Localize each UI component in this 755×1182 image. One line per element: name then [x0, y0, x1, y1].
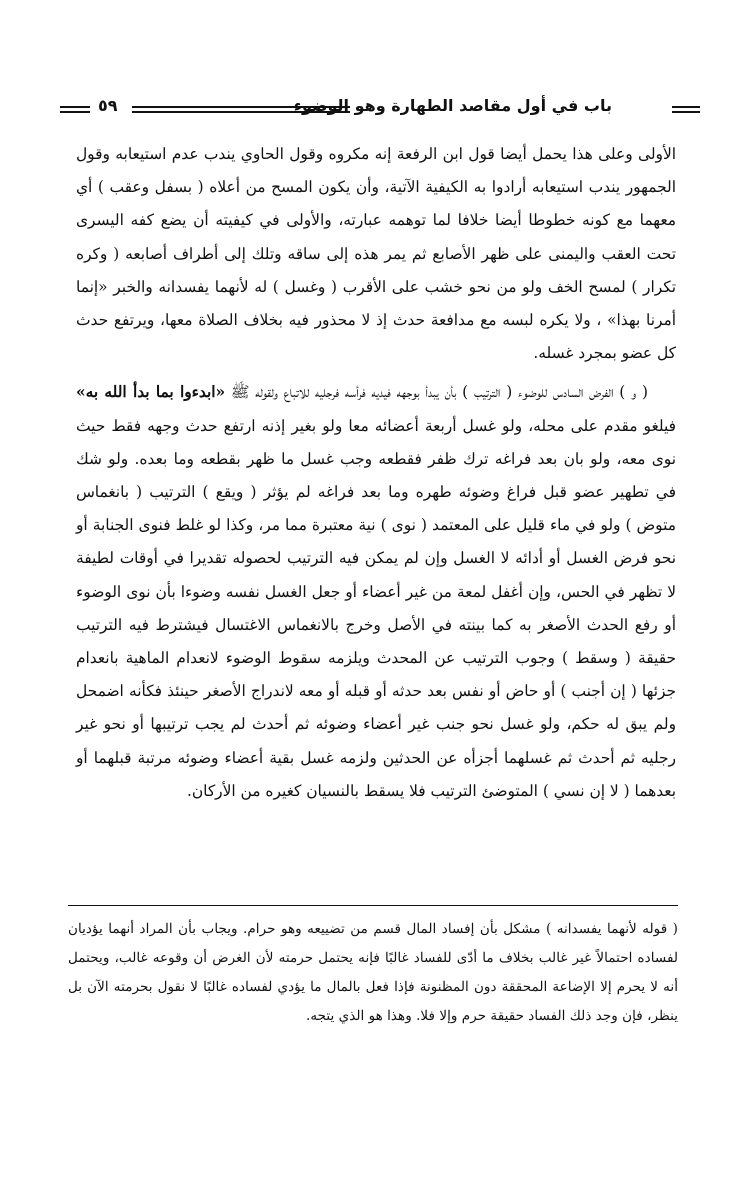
header-rule-left — [60, 106, 90, 113]
hadith-quote: «ابدءوا بما بدأ الله به» — [76, 383, 226, 402]
footnote-separator — [68, 905, 678, 906]
page-number: ٥٩ — [98, 96, 118, 115]
paragraph-1: الأولى وعلى هذا يحمل أيضا قول ابن الرفعة إنه مكروه وقول الحاوي يندب عدم استيعابه وقول الجمهور يندب استيعابه أرادوا به الكيفية الآتية، وأن يكون المسح من أعلاه ( بسفل وعقب ) أي معهما مع كونه خطوطا أيضا خلافا لما توهمه عبارته، والأولى في كيفيته أن يضع كفه اليسرى تحت العقب واليمنى على ظهر الأصابع ثم يمر هذه إلى ساقه وتلك إلى أطراف أصابعه ( وكره تكرار ) لمسح الخف ولو من نحو خشب على الأقرب ( وغسل ) له لأنهما يفسدانه والخبر «إنما أمرنا بهذا» ، ولا يكره لبسه مع مدافعة حدث إذ لا محذور فيه بخلاف الصلاة معها، ويرتفع حدث كل عضو بمجرد غسله. — [76, 145, 676, 363]
main-text — [76, 138, 676, 808]
paragraph-2 — [76, 376, 676, 808]
paragraph-2-start: ( و ) الفرض السادس للوضوء ( الترتيب ) بأن يبدأ بوجهه فيديه فرأسه فرجليه للاتباع ولقوله ﷺ — [225, 383, 648, 402]
footnote-text: ( قوله لأنهما يفسدانه ) مشكل بأن إفساد المال قسم من تضييعه وهو حرام. ويجاب بأن المراد أنهما يؤديان لفساده احتمالاً غير غالب بخلاف ما أدّى للفساد غالبًا فإنه يحتمل حرمته لأن الغرض أن وقوعه غالب، ويحتمل أنه لا يحرم إلا الإضاعة المحققة دون المظنونة فإذا فعل بالمال ما يؤدي لفساده غالبًا لا نقول بحرمته الآن بل ينظر، فإن وجد ذلك الفساد حقيقة حرم وإلا فلا. وهذا هو الذي يتجه. — [68, 921, 678, 1024]
header-rule-right — [672, 106, 700, 113]
chapter-title: باب في أول مقاصد الطهارة وهو الوضوء — [293, 96, 612, 115]
running-header — [60, 92, 700, 128]
footnote — [68, 915, 678, 1031]
paragraph-2-rest: فيلغو مقدم على محله، ولو غسل أربعة أعضائه معا ولو بغير إذنه ارتفع حدث وجهه فقط حيث نوى معه، ولو بان بعد فراغه ترك ظفر فقطعه وجب غسل ما ظهر بقطعه وما بعده. ولو شك في تطهير عضو قبل فراغ وضوئه طهره وما بعد فراغه لم يؤثر ( ويقع ) الترتيب ( بانغماس متوض ) ولو في ماء قليل على المعتمد ( نوى ) نية معتبرة مما مر، وكذا لو غلط فنوى الجنابة أو نحو فرض الغسل أو أدائه لا الغسل وإن لم يمكن فيه الترتيب لحصوله تقديرا في أوقات لطيفة لا تظهر في الحس، وإن أغفل لمعة من غير أعضاء أو جعل الغسل نفسه وضوءا بأن نوى الوضوء أو رفع الحدث الأصغر به كما بينته في الأصل وخرج بالانغماس الاغتسال فيشترط فيه الترتيب حقيقة ( وسقط ) وجوب الترتيب عن المحدث ويلزمه سقوط الوضوء لانعدام الماهية بانعدام جزئها ( إن أجنب ) أو حاض أو نفس بعد حدثه أو قبله أو معه لاندراج الأصغر حينئذ فكأنه اضمحل ولم يبق له حكم، ولو غسل نحو جنب غير أعضاء وضوئه ثم أحدث لم يجب ترتيبها أو نحو غير رجليه ثم أحدث ثم غسلهما أجزأه عن الحدثين ولزمه غسل بقية أعضاء وضوئه مرتبة قبلهما أو بعدهما ( لا إن نسي ) المتوضئ الترتيب فلا يسقط بالنسيان كغيره من الأركان. — [76, 416, 676, 800]
